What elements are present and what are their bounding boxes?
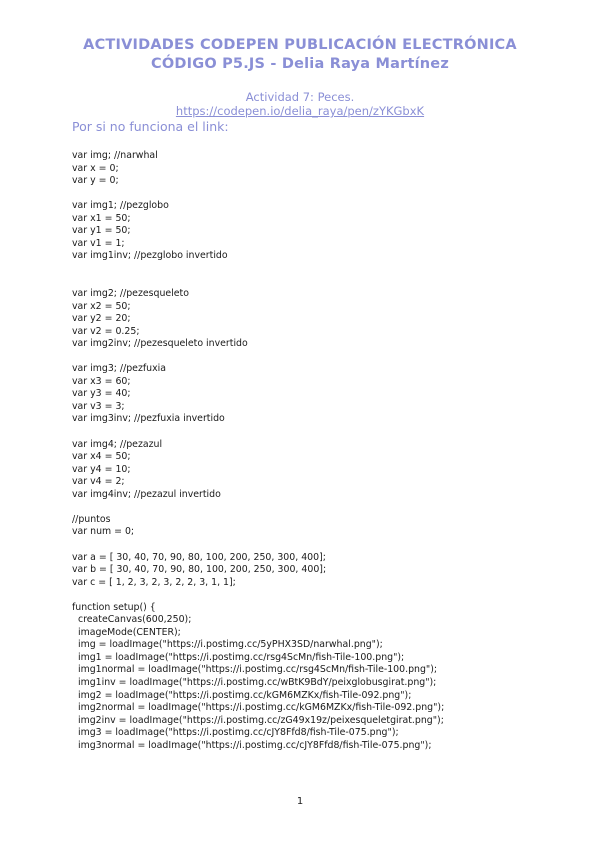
code-line: var y4 = 10; — [72, 463, 131, 475]
code-line: var v1 = 1; — [72, 237, 125, 249]
code-line: img1inv = loadImage("https://i.postimg.cc/wBtK9BdY/peixglobusgirat.png"); — [72, 676, 437, 688]
code-line: var img4; //pezazul — [72, 438, 163, 450]
codepen-link[interactable]: https://codepen.io/delia_raya/pen/zYKGbxK — [175, 104, 425, 118]
code-line: createCanvas(600,250); — [72, 614, 192, 626]
code-line: var img1inv; //pezglobo invertido — [72, 250, 228, 262]
code-line: img1 = loadImage("https://i.postimg.cc/rsg4ScMn/fish-Tile-100.png"); — [72, 651, 405, 663]
code-line: var img; //narwhal — [72, 150, 158, 161]
code-line: var v4 = 2; — [72, 476, 125, 488]
code-line — [72, 501, 552, 514]
code-line: var y = 0; — [72, 175, 119, 187]
code-line: var b = [ 30, 40, 70, 90, 80, 100, 200, 250, 300, 400]; — [72, 564, 327, 576]
code-line: var img3inv; //pezfuxia invertido — [72, 413, 225, 425]
code-line — [72, 351, 552, 364]
code-line: var x1 = 50; — [72, 212, 131, 224]
code-line: img3normal = loadImage("https://i.postimg.cc/cJY8Ffd8/fish-Tile-075.png"); — [72, 739, 432, 751]
activity-heading: Actividad 7: Peces. — [245, 90, 355, 104]
code-line: var c = [ 1, 2, 3, 2, 3, 2, 2, 3, 1, 1]; — [72, 576, 236, 588]
document-title-line-1: ACTIVIDADES CODEPEN PUBLICACIÓN ELECTRÓNICA — [83, 37, 517, 53]
code-line — [72, 275, 552, 288]
fallback-note: Por si no funciona el link: — [72, 119, 229, 134]
page-number: 1 — [296, 796, 304, 807]
code-line: //puntos — [72, 513, 111, 525]
code-line — [72, 263, 552, 276]
code-line: var v2 = 0.25; — [72, 325, 140, 337]
code-line: var img4inv; //pezazul invertido — [72, 488, 221, 500]
code-line — [72, 589, 552, 602]
code-line: var a = [ 30, 40, 70, 90, 80, 100, 200, 250, 300, 400]; — [72, 551, 326, 563]
code-block — [72, 150, 552, 752]
code-line: var num = 0; — [72, 526, 135, 538]
code-line: img3 = loadImage("https://i.postimg.cc/cJY8Ffd8/fish-Tile-075.png"); — [72, 727, 399, 739]
code-line: function setup() { — [72, 601, 156, 613]
code-line: img = loadImage("https://i.postimg.cc/5yPHX3SD/narwhal.png"); — [72, 639, 383, 651]
code-line: var img1; //pezglobo — [72, 200, 169, 212]
code-line: img2normal = loadImage("https://i.postimg.cc/kGM6MZKx/fish-Tile-092.png"); — [72, 702, 445, 714]
code-line: var img2inv; //pezesqueleto invertido — [72, 338, 248, 350]
code-line: var x2 = 50; — [72, 300, 131, 312]
code-line: var y3 = 40; — [72, 388, 131, 400]
code-line: var x = 0; — [72, 162, 119, 174]
code-line — [72, 426, 552, 439]
code-line: var v3 = 3; — [72, 400, 125, 412]
document-title-line-2: CÓDIGO P5.JS - Delia Raya Martínez — [151, 56, 449, 72]
code-line — [72, 188, 552, 201]
code-line: var img2; //pezesqueleto — [72, 288, 189, 300]
code-line: var y1 = 50; — [72, 225, 131, 237]
code-line — [72, 539, 552, 552]
code-line: img2inv = loadImage("https://i.postimg.cc/zG49x19z/peixesqueletgirat.png"); — [72, 714, 444, 726]
code-line: var y2 = 20; — [72, 313, 131, 325]
code-line: var img3; //pezfuxia — [72, 363, 167, 375]
code-line: img2 = loadImage("https://i.postimg.cc/kGM6MZKx/fish-Tile-092.png"); — [72, 689, 412, 701]
code-line: var x3 = 60; — [72, 375, 131, 387]
code-line: var x4 = 50; — [72, 451, 131, 463]
code-line: imageMode(CENTER); — [72, 626, 181, 638]
code-line: img1normal = loadImage("https://i.postimg.cc/rsg4ScMn/fish-Tile-100.png"); — [72, 664, 438, 676]
